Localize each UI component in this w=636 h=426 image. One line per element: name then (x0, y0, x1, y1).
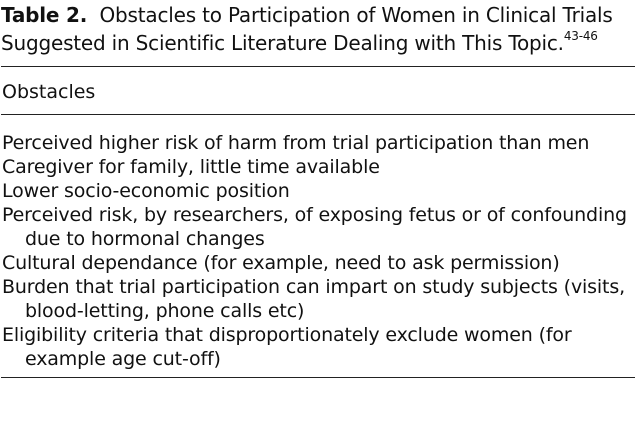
table-row: Perceived higher risk of harm from trial participation than men (2, 132, 590, 154)
table-caption (1, 0, 635, 57)
table-header-rule (1, 114, 635, 115)
table-top-rule (1, 66, 635, 67)
table-row: Eligibility criteria that disproportionately exclude women (for example age cut-off) (2, 324, 572, 370)
table-caption-references: 43-46 (563, 29, 598, 44)
table-row: Lower socio-economic position (2, 180, 290, 202)
table-bottom-rule (1, 377, 635, 378)
table-row: Cultural dependance (for example, need to ask permission) (2, 252, 560, 274)
table-caption-label: Table 2. (1, 3, 88, 27)
table-column-header: Obstacles (2, 81, 96, 103)
table-row: Perceived risk, by researchers, of exposing fetus or of confounding due to hormonal changes (2, 204, 627, 250)
obstacles-table (1, 0, 635, 378)
table-row: Caregiver for family, little time available (2, 156, 380, 178)
table-row: Burden that trial participation can impart on study subjects (visits, blood-letting, phone calls etc) (2, 276, 625, 322)
table-caption-text: Obstacles to Participation of Women in Clinical Trials Suggested in Scientific Literature Dealing with This Topic. (1, 3, 613, 55)
table-body (1, 131, 635, 371)
